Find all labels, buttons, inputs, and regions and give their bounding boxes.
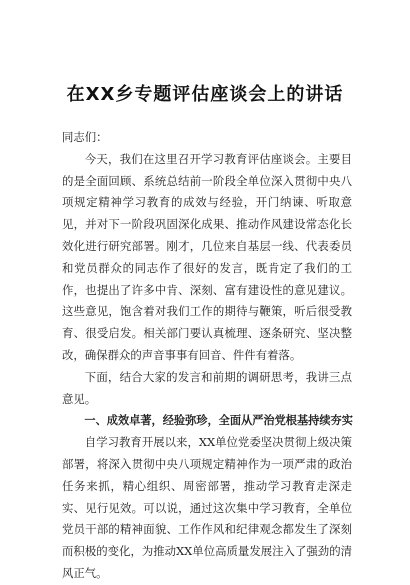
salutation: 同志们： — [62, 130, 108, 144]
document-body — [62, 127, 352, 585]
section-heading: 一、成效卓著，经验弥珍，全面从严治党根基持续夯实 — [84, 414, 353, 428]
paragraph-section-one: 自学习教育开展以来，XX单位党委坚决贯彻上级决策部署，将深入贯彻中央八项规定精神作为一项严肃的政治任务来抓，精心组织、周密部署，推动学习教育走深走实、见行见效。可以说，通过这次集中学习教育，全单位党员干部的精神面貌、工作作风和纪律观念都发生了深刻而积极的变化，为推动XX单位高质量发展注入了强劲的清风正气。 — [62, 435, 352, 580]
paragraph-transition: 下面，结合大家的发言和前期的调研思考，我讲三点意见。 — [62, 369, 352, 406]
document-title: 在XX乡专题评估座谈会上的讲话 — [66, 84, 344, 105]
paragraph-intro: 今天，我们在这里召开学习教育评估座谈会。主要目的是全面回顾、系统总结前一阶段全单位深入贯彻中央八项规定精神学习教育的成效与经验，开门纳谏、听取意见，并对下一阶段巩固深化成果、推动作风建设常态化长效化进行研究部署。刚才，几位来自基层一线、代表委员和党员群众的同志作了很好的发言，既肯定了我们的工作，也提出了许多中肯、深刻、富有建设性的意见建议。这些意见，饱含着对我们工作的期待与鞭策，听后很受教育、很受启发。相关部门要认真梳理、逐条研究、坚决整改，确保群众的声音事事有回音、件件有着落。 — [62, 151, 352, 362]
